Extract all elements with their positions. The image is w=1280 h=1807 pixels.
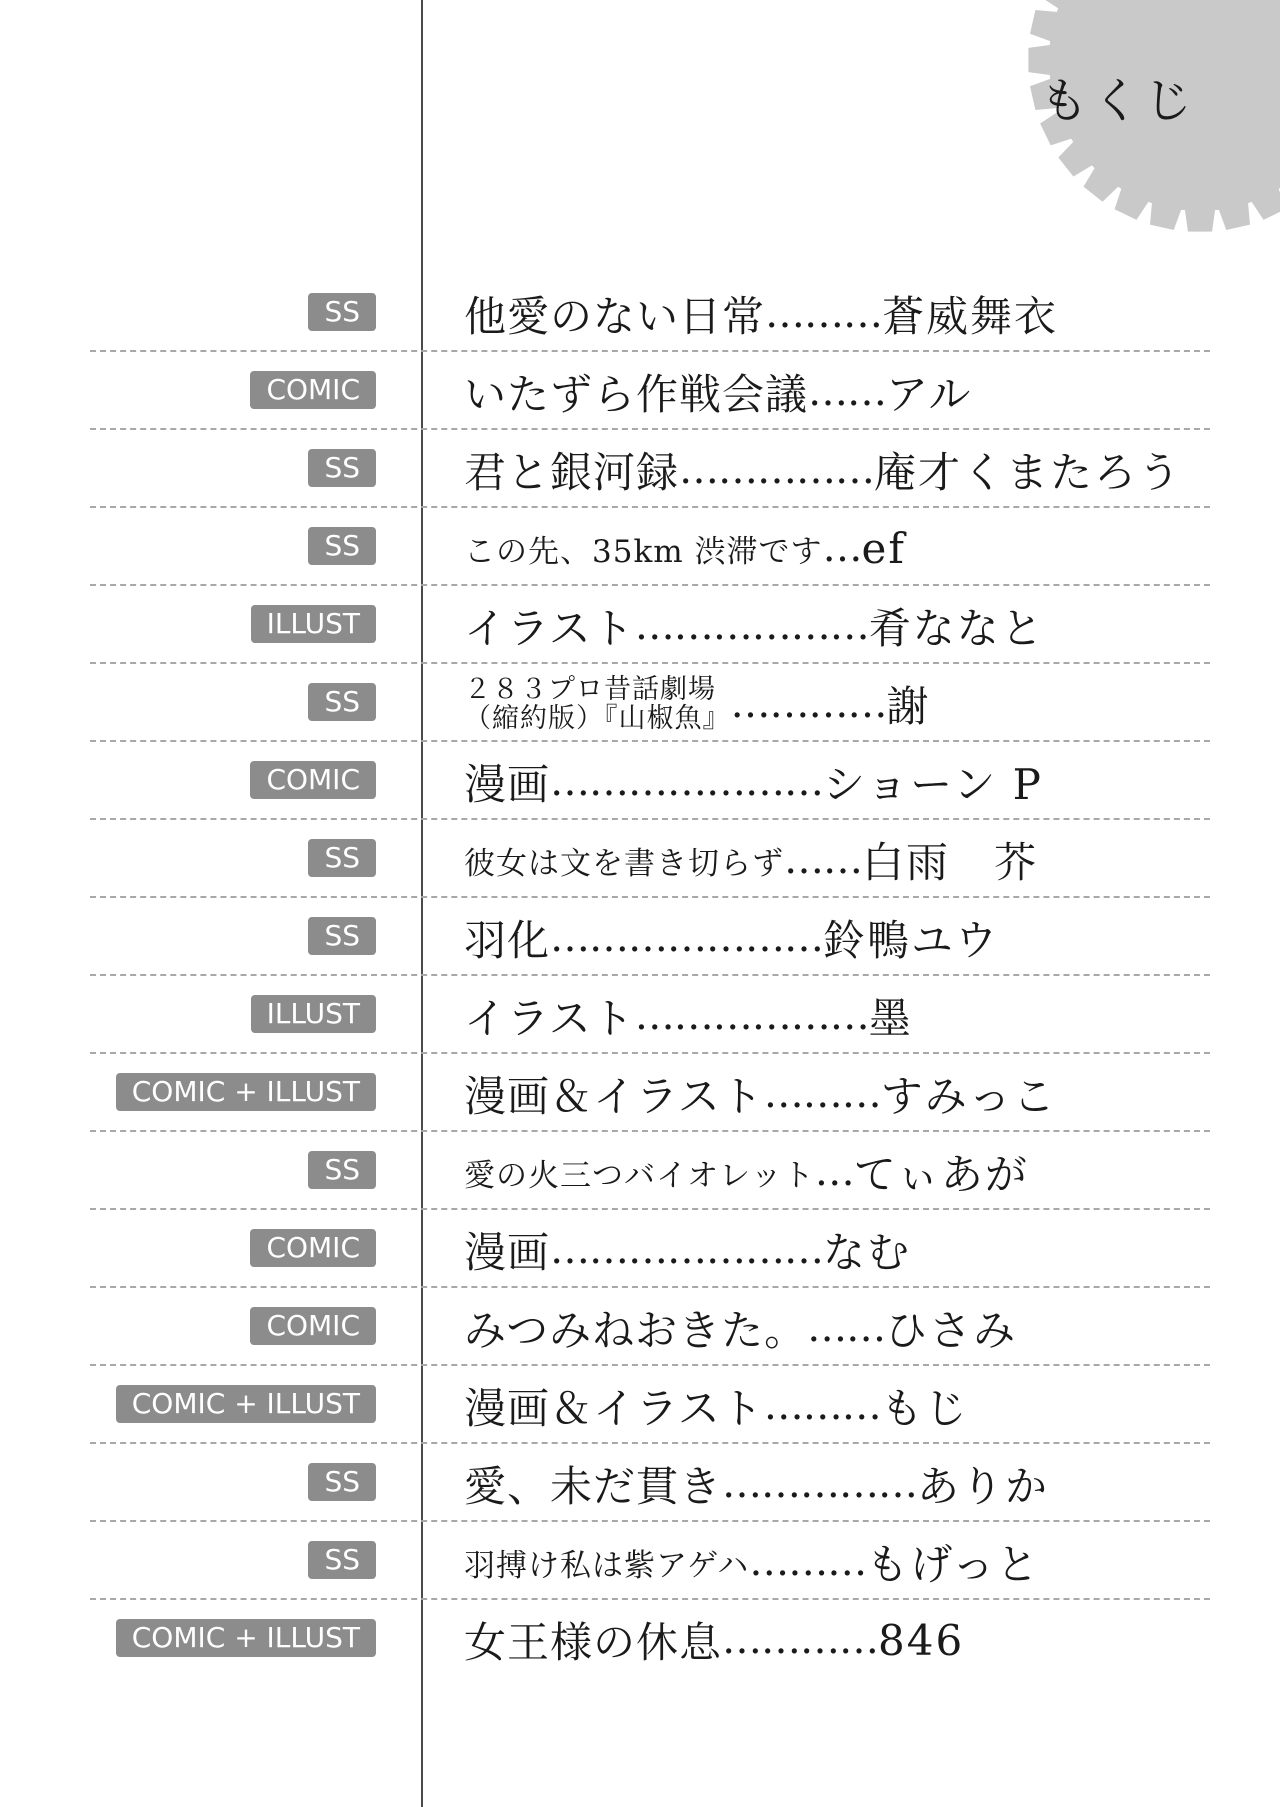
page-title: もくじ (1040, 73, 1197, 129)
toc-entry[interactable] (464, 359, 1224, 425)
toc-entry[interactable] (464, 1295, 1224, 1361)
leader-dots: … (822, 525, 862, 571)
category-badge: COMIC (250, 761, 376, 799)
toc-row (0, 1287, 1280, 1365)
toc-row (0, 585, 1280, 663)
entry-title: 羽化 (464, 916, 551, 965)
toc-entry[interactable] (464, 983, 1224, 1049)
toc-row (0, 429, 1280, 507)
entry-author: 鈴鴨ユウ (823, 916, 1000, 965)
category-badge: COMIC + ILLUST (116, 1073, 376, 1111)
toc-entry[interactable] (464, 1217, 1224, 1283)
entry-title: 愛の火三つバイオレット (464, 1157, 815, 1194)
toc-row (0, 1131, 1280, 1209)
entry-author: 白雨 芥 (862, 838, 1039, 887)
entry-title-line-1: ２８３プロ昔話劇場 (464, 674, 716, 705)
entry-title: 漫画＆イラスト (464, 1384, 764, 1433)
entry-title: いたずら作戦会議 (464, 370, 809, 419)
entry-author: アル (886, 370, 973, 419)
entry-author: 蒼威舞衣 (882, 292, 1059, 341)
entry-title: 彼女は文を書き切らず (464, 845, 784, 882)
leader-dots: ………………… (550, 1227, 824, 1273)
category-badge: ILLUST (251, 995, 376, 1033)
toc-entry[interactable] (464, 671, 1224, 737)
entry-author: すみっこ (880, 1072, 1057, 1121)
leader-dots: ………… (722, 1617, 879, 1663)
entry-author: ショーン P (823, 760, 1043, 809)
category-badge: SS (308, 917, 376, 955)
entry-title: 漫画＆イラスト (464, 1072, 764, 1121)
toc-entry[interactable] (464, 437, 1224, 503)
leader-dots: ………………… (550, 915, 824, 961)
entry-author: もげっと (866, 1540, 1041, 1589)
entry-author: ひさみ (885, 1306, 1018, 1355)
toc-entry[interactable] (464, 1451, 1224, 1517)
entry-title-line-2: （縮約版）『山椒魚』 (464, 703, 731, 734)
entry-author: もじ (880, 1384, 969, 1433)
toc-row (0, 1521, 1280, 1599)
toc-row (0, 1053, 1280, 1131)
toc-row (0, 1599, 1280, 1677)
leader-dots: …… (784, 837, 862, 883)
category-badge: SS (308, 1151, 376, 1189)
toc-entry[interactable] (464, 905, 1224, 971)
entry-author: 庵才くまたろう (874, 448, 1183, 497)
toc-row (0, 1209, 1280, 1287)
toc-entry[interactable] (464, 749, 1224, 815)
toc-row (0, 273, 1280, 351)
toc-row (0, 819, 1280, 897)
toc-row (0, 897, 1280, 975)
entry-title: みつみねおきた。 (464, 1306, 808, 1355)
category-badge: ILLUST (251, 605, 376, 643)
entry-title: 他愛のない日常 (464, 292, 766, 341)
toc-entry[interactable] (464, 593, 1224, 659)
entry-title: この先、35km 渋滞です (464, 533, 823, 570)
leader-dots: …………… (679, 447, 875, 493)
entry-title (464, 675, 731, 733)
entry-author: 謝 (886, 682, 931, 731)
toc-entry[interactable] (464, 1607, 1224, 1673)
category-badge: SS (308, 1463, 376, 1501)
toc-row (0, 741, 1280, 819)
category-badge: COMIC (250, 1229, 376, 1267)
category-badge: SS (308, 683, 376, 721)
leader-dots: ……………… (634, 603, 869, 649)
toc-entry[interactable] (464, 1373, 1224, 1439)
entry-title: 君と銀河録 (464, 448, 680, 497)
toc-row (0, 351, 1280, 429)
entry-title: 女王様の休息 (464, 1618, 723, 1667)
leader-dots: ……………… (634, 993, 869, 1039)
category-badge: SS (308, 449, 376, 487)
leader-dots: …… (808, 369, 887, 415)
category-badge: SS (308, 839, 376, 877)
table-of-contents (0, 273, 1280, 1677)
entry-title: 愛、未だ貫き (464, 1462, 723, 1511)
entry-title: イラスト (464, 604, 635, 653)
entry-author: ありか (917, 1462, 1050, 1511)
toc-entry[interactable] (464, 1529, 1224, 1595)
leader-dots: ……… (765, 291, 883, 337)
entry-title: 漫画 (464, 1228, 551, 1277)
entry-author: 墨 (868, 994, 913, 1043)
leader-dots: ………… (730, 681, 887, 727)
entry-author: なむ (823, 1228, 912, 1277)
toc-entry[interactable] (464, 281, 1224, 347)
toc-entry[interactable] (464, 515, 1224, 581)
entry-title: 漫画 (464, 760, 551, 809)
toc-row (0, 507, 1280, 585)
entry-author: 肴ななと (868, 604, 1045, 653)
entry-author: てぃあが (853, 1150, 1029, 1199)
entry-author: 846 (878, 1615, 965, 1665)
category-badge: SS (308, 293, 376, 331)
toc-row (0, 663, 1280, 741)
leader-dots: …… (807, 1305, 886, 1351)
category-badge: SS (308, 527, 376, 565)
toc-row (0, 1443, 1280, 1521)
category-badge: SS (308, 1541, 376, 1579)
toc-row (0, 975, 1280, 1053)
category-badge: COMIC (250, 1307, 376, 1345)
leader-dots: ………………… (550, 759, 824, 805)
leader-dots: ……… (763, 1383, 881, 1429)
entry-author: ef (861, 523, 906, 573)
toc-entry[interactable] (464, 1139, 1224, 1205)
leader-dots: ……… (749, 1539, 867, 1585)
entry-title: イラスト (464, 994, 635, 1043)
toc-entry[interactable] (464, 1061, 1224, 1127)
leader-dots: ……… (763, 1071, 881, 1117)
toc-row (0, 1365, 1280, 1443)
category-badge: COMIC + ILLUST (116, 1619, 376, 1657)
entry-title: 羽搏け私は紫アゲハ (464, 1547, 750, 1584)
category-badge: COMIC (250, 371, 376, 409)
category-badge: COMIC + ILLUST (116, 1385, 376, 1423)
leader-dots: … (814, 1149, 854, 1195)
leader-dots: …………… (722, 1461, 918, 1507)
toc-entry[interactable] (464, 827, 1224, 893)
